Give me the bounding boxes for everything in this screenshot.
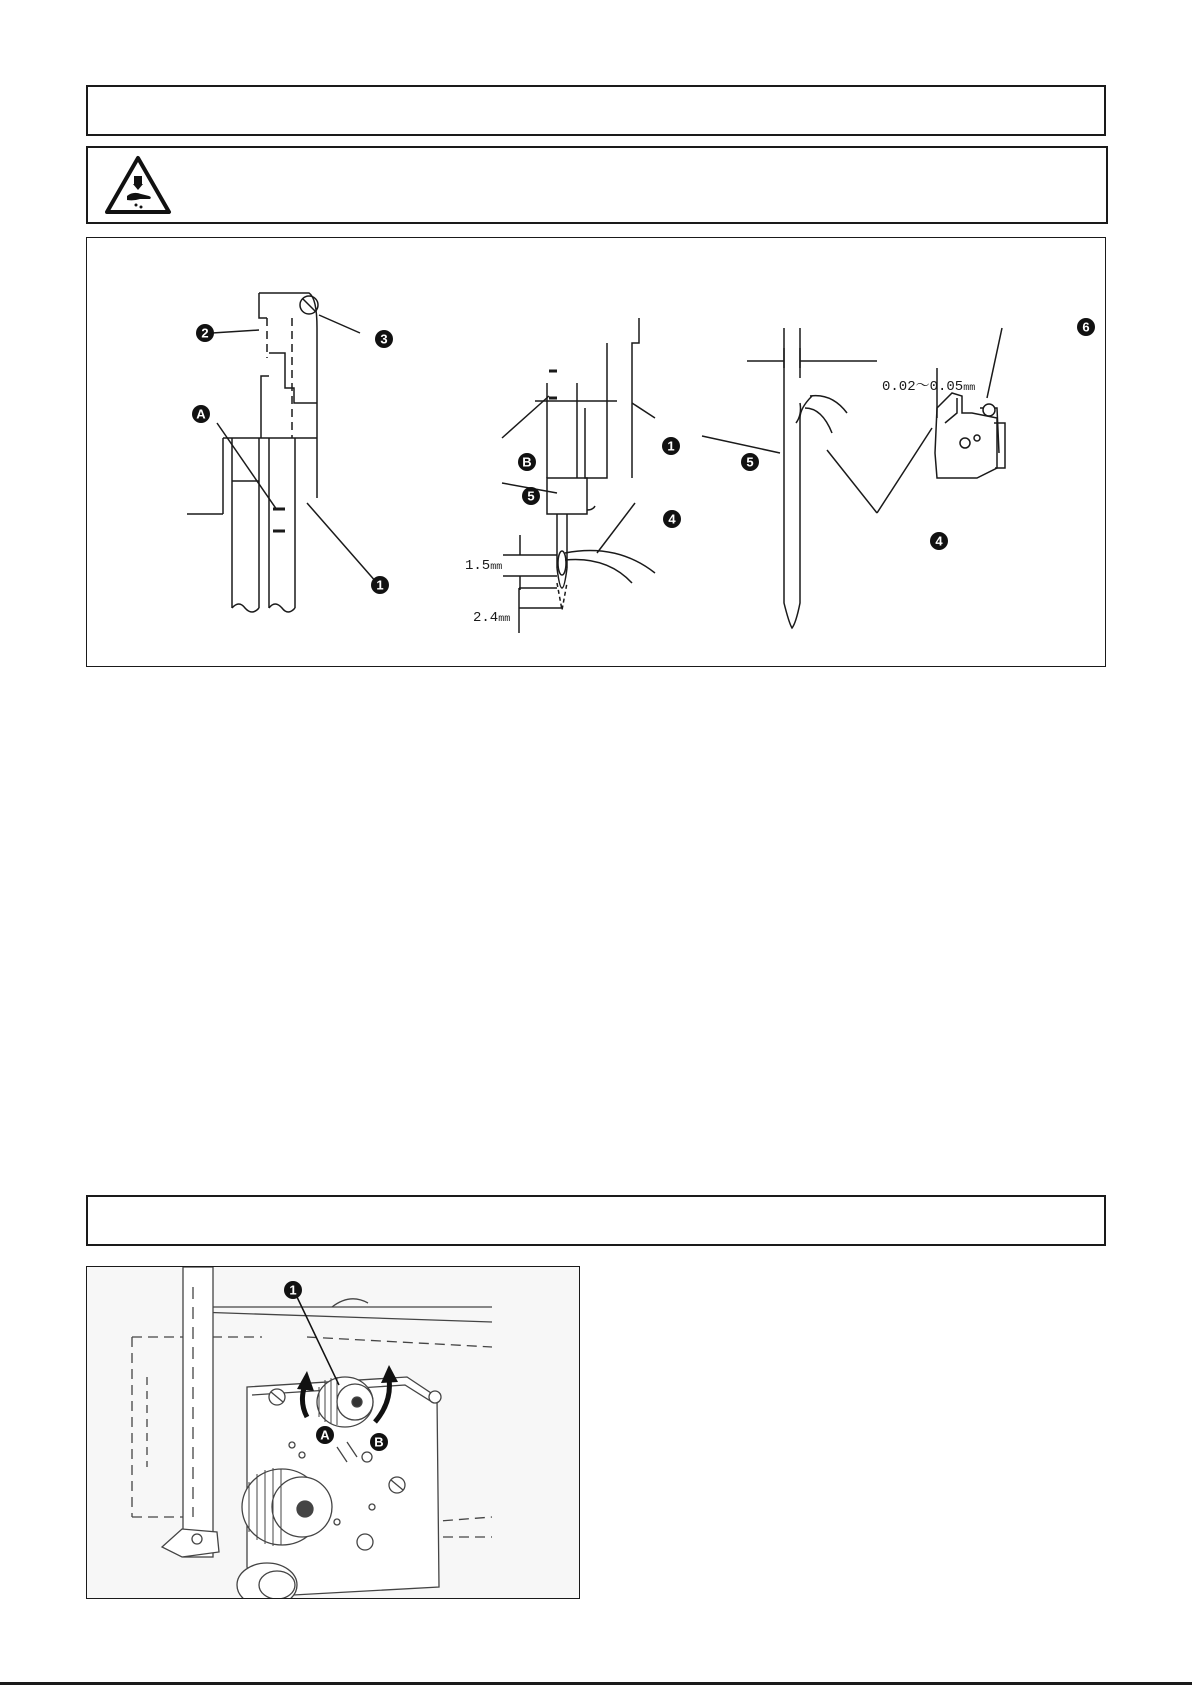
svg-text:1: 1 xyxy=(376,577,384,593)
svg-text:B: B xyxy=(374,1434,384,1450)
svg-text:A: A xyxy=(320,1427,330,1443)
svg-text:1: 1 xyxy=(667,438,675,454)
label-badge-3 xyxy=(375,330,393,348)
svg-text:3: 3 xyxy=(380,331,388,347)
photo-label-badge-A xyxy=(316,1426,334,1444)
label-badge-1-left xyxy=(371,576,389,594)
svg-text:1: 1 xyxy=(289,1282,297,1298)
label-badge-A xyxy=(192,405,210,423)
label-badge-5-right xyxy=(741,453,759,471)
label-badge-4-right xyxy=(930,532,948,550)
label-badge-4-middle xyxy=(663,510,681,528)
label-badge-1-middle xyxy=(662,437,680,455)
label-badge-6 xyxy=(1077,318,1095,336)
svg-text:5: 5 xyxy=(527,488,535,504)
figure-needle-hook-adjustment xyxy=(86,237,1106,667)
caution-box xyxy=(86,146,1108,224)
section-heading-box-1 xyxy=(86,85,1106,136)
dimension-label-2: 2.4mm xyxy=(473,610,511,626)
figure2-drawing xyxy=(87,1267,580,1599)
svg-text:6: 6 xyxy=(1082,319,1090,335)
label-badge-5-middle xyxy=(522,487,540,505)
figure1-drawing xyxy=(87,238,1107,668)
svg-text:2: 2 xyxy=(201,325,209,341)
svg-text:5: 5 xyxy=(746,454,754,470)
svg-text:B: B xyxy=(522,454,532,470)
photo-label-badge-1 xyxy=(284,1281,302,1299)
clearance-label: 0.02～0.05mm xyxy=(882,379,976,395)
figure-thread-adjuster-photo xyxy=(86,1266,580,1599)
hand-caution-icon xyxy=(103,152,173,218)
section-heading-box-2 xyxy=(86,1195,1106,1246)
svg-text:4: 4 xyxy=(935,533,943,549)
photo-label-badge-B xyxy=(370,1433,388,1451)
label-badge-B xyxy=(518,453,536,471)
svg-text:A: A xyxy=(196,406,206,422)
dimension-label-1: 1.5mm xyxy=(465,558,503,574)
svg-text:4: 4 xyxy=(668,511,676,527)
label-badge-2 xyxy=(196,324,214,342)
